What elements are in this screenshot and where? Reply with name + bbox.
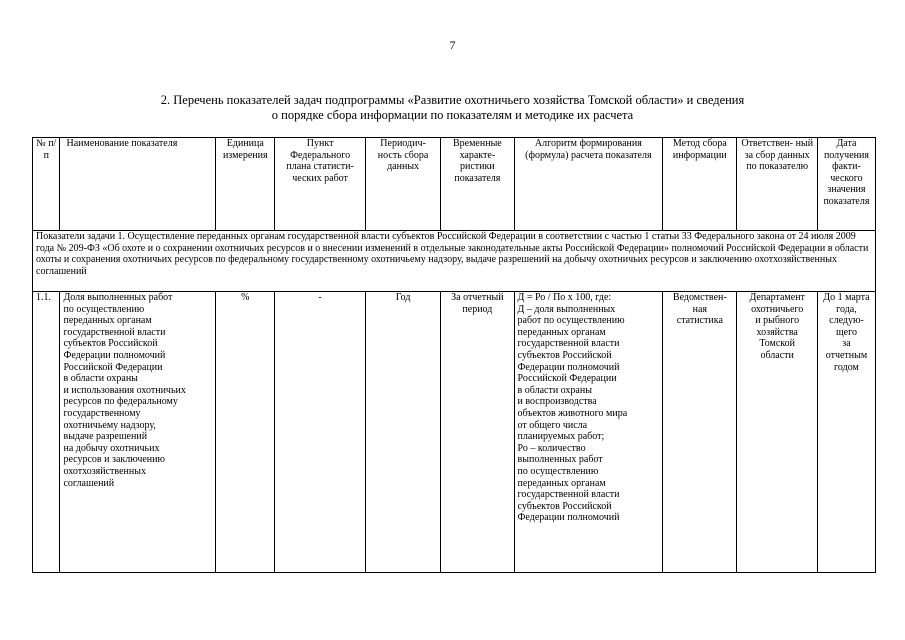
- plan-item-cell: -: [275, 292, 366, 573]
- text-line: хозяйства: [756, 326, 798, 338]
- text-line: Федерации полномочий: [517, 512, 620, 524]
- text-line: следую-: [829, 315, 864, 327]
- text-line: щего: [835, 326, 857, 338]
- text-line: охотничьего: [751, 303, 804, 315]
- text-line: области: [760, 349, 794, 361]
- header-cell: Ответствен- ный за сбор данных по показателю: [737, 138, 817, 231]
- header-row: [33, 138, 876, 231]
- text-line: До 1 марта: [823, 292, 870, 303]
- text-line: отчетным: [825, 349, 868, 361]
- text-line: Доля выполненных работ: [63, 292, 173, 303]
- text-line: работ по осуществлению: [517, 315, 625, 327]
- text-line: выполненных работ: [517, 454, 603, 466]
- text-line: соглашений: [63, 477, 115, 489]
- page-number: 7: [449, 38, 456, 52]
- text-line: субъектов Российской: [63, 338, 158, 350]
- table-row: [33, 292, 876, 573]
- text-line: Томской: [759, 338, 796, 350]
- date-cell: [817, 292, 875, 573]
- text-line: выдаче разрешений: [63, 431, 148, 443]
- text-line: и рыбного: [755, 315, 800, 327]
- header-cell: Единица измерения: [216, 138, 275, 231]
- text-line: от общего числа: [517, 419, 588, 431]
- text-line: на добычу охотничьих: [63, 442, 160, 454]
- method-cell: [663, 292, 737, 573]
- header-cell: Пункт Федерального плана статисти- ческих работ: [275, 138, 366, 231]
- text-line: статистика: [676, 315, 723, 327]
- text-line: по осуществлению: [63, 303, 145, 315]
- text-line: в области охраны: [63, 373, 138, 385]
- header-cell: № п/п: [33, 138, 60, 231]
- indicators-table: [32, 137, 876, 573]
- row-number: 1.1.: [33, 292, 60, 573]
- text-line: Федерации полномочий: [63, 349, 166, 361]
- header-cell: Периодич- ность сбора данных: [365, 138, 440, 231]
- text-line: по осуществлению: [517, 465, 599, 477]
- header-cell: Временные характе- ристики показателя: [441, 138, 514, 231]
- algorithm-cell: [514, 292, 663, 573]
- header-cell: Метод сбора информации: [663, 138, 737, 231]
- header-cell: Дата получения факти- ческого значения показателя: [817, 138, 875, 231]
- text-line: Российской Федерации: [63, 361, 163, 373]
- text-line: Федерации полномочий: [517, 361, 620, 373]
- text-line: ресурсов по федеральному: [63, 396, 178, 408]
- text-line: субъектов Российской: [517, 500, 612, 512]
- header-cell: Наименование показателя: [60, 138, 216, 231]
- text-line: за: [842, 338, 851, 350]
- unit-cell: %: [216, 292, 275, 573]
- text-line: в области охраны: [517, 384, 592, 396]
- text-line: государственной власти: [517, 489, 620, 501]
- text-line: Департамент: [749, 292, 805, 303]
- title-line-1: 2. Перечень показателей задач подпрограммы «Развитие охотничьего хозяйства Томской области» и сведения: [160, 93, 745, 107]
- header-cell: Алгоритм формирования (формула) расчета показателя: [514, 138, 663, 231]
- text-line: период: [462, 303, 493, 315]
- text-line: планируемых работ;: [517, 431, 605, 443]
- text-line: Ро – количество: [517, 442, 586, 454]
- page-title: [60, 93, 845, 123]
- text-line: Ведомствен-: [672, 292, 727, 303]
- periodicity-cell: Год: [365, 292, 440, 573]
- text-line: и использования охотничьих: [63, 384, 186, 396]
- text-line: переданных органам: [63, 315, 152, 327]
- text-line: ная: [692, 303, 708, 315]
- time-characteristics-cell: [441, 292, 514, 573]
- task-description: Показатели задачи 1. Осуществление переданных органам государственной власти субъектов Российской Федерации в соответствии с частью 1 статьи 33 Федерального закона от 24 июля 2009 года № 209-ФЗ «Об охоте и о сохранении охотничьих ресурсов и о внесении изменений в отдельные законодательные акты Российской Федерации» полномочий Российской Федерации в области охоты и сохранения охотничьих ресурсов по федеральному государственному охотничьему надзору, выдаче разрешений на добычу охотничьих ресурсов и заключению охотхозяйственных соглашений: [33, 231, 876, 292]
- responsible-cell: [737, 292, 817, 573]
- text-line: переданных органам: [517, 477, 606, 489]
- text-line: Д – доля выполненных: [517, 303, 616, 315]
- text-line: объектов животного мира: [517, 407, 628, 419]
- text-line: государственной власти: [63, 326, 166, 338]
- text-line: За отчетный: [451, 292, 504, 303]
- text-line: государственной власти: [517, 338, 620, 350]
- text-line: Российской Федерации: [517, 373, 617, 385]
- text-line: годом: [834, 361, 859, 373]
- text-line: Д = Ро / По х 100, где:: [517, 292, 612, 303]
- text-line: и воспроизводства: [517, 396, 597, 408]
- task-row: [33, 231, 876, 292]
- text-line: года,: [836, 303, 857, 315]
- text-line: охотничьему надзору,: [63, 419, 156, 431]
- indicator-name: [60, 292, 216, 573]
- text-line: субъектов Российской: [517, 349, 612, 361]
- text-line: ресурсов и заключению: [63, 454, 165, 466]
- text-line: охотхозяйственных: [63, 465, 146, 477]
- title-line-2: о порядке сбора информации по показателям и методике их расчета: [271, 108, 634, 122]
- text-line: переданных органам: [517, 326, 606, 338]
- text-line: государственному: [63, 407, 141, 419]
